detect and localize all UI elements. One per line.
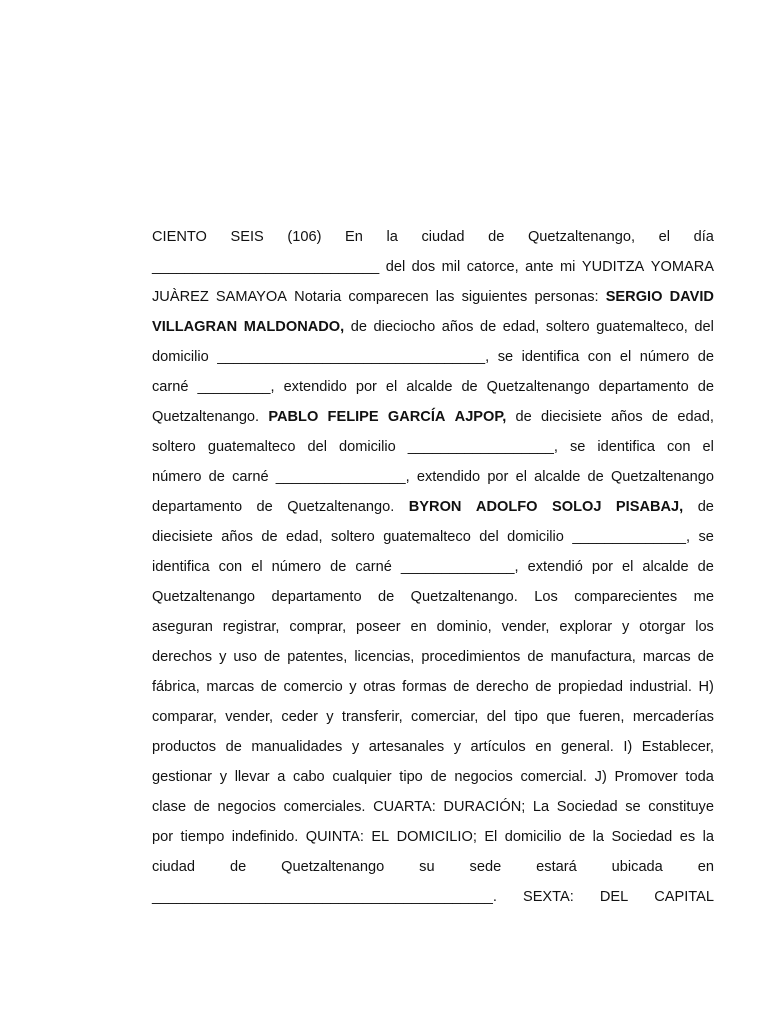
word: tipo: [514, 709, 539, 725]
word: El: [484, 829, 498, 845]
word: otorgar: [639, 619, 686, 635]
word: (106): [287, 229, 322, 245]
word: Sociedad: [611, 829, 673, 845]
document-line: [152, 282, 714, 312]
word: de: [229, 859, 247, 875]
word: DURACIÓN;: [443, 799, 526, 815]
word: de: [527, 649, 544, 665]
word: soltero: [545, 319, 590, 335]
word: con: [667, 439, 691, 455]
word: su: [419, 859, 435, 875]
word: carné: [232, 469, 269, 485]
word: mercaderías: [632, 709, 714, 725]
word: cualquier: [332, 769, 392, 785]
word: número: [639, 349, 690, 365]
word: tipo: [399, 769, 423, 785]
word: propiedad: [558, 679, 623, 695]
word: YOMARA: [650, 259, 714, 275]
word: años: [221, 529, 253, 545]
word: constituye: [648, 799, 714, 815]
word: el: [515, 469, 527, 485]
word: departamento: [152, 499, 243, 515]
word: de: [697, 379, 714, 395]
word: poseer: [356, 619, 401, 635]
word: tiempo: [180, 829, 225, 845]
word: del: [486, 709, 507, 725]
word: marcas: [206, 679, 255, 695]
word: fueren,: [579, 709, 625, 725]
word: de: [697, 649, 714, 665]
word: artesanales: [368, 739, 445, 755]
word: la: [386, 229, 398, 245]
word: de: [430, 769, 447, 785]
word: industrial.: [629, 679, 692, 695]
word: que: [546, 709, 571, 725]
word: patentes,: [287, 649, 348, 665]
word: ____________________________: [152, 259, 380, 275]
word: __________________________________________.: [152, 889, 497, 905]
word: carné: [355, 559, 392, 575]
word: en: [697, 859, 714, 875]
word: el: [251, 559, 263, 575]
bold-word: AJPOP,: [454, 409, 507, 425]
word: Quetzaltenango: [281, 859, 385, 875]
word: del: [479, 529, 499, 545]
word: ante: [525, 259, 554, 275]
word: domicilio: [338, 439, 396, 455]
document-line: [152, 372, 714, 402]
word: JUÀREZ: [152, 289, 209, 305]
word: y: [219, 649, 227, 665]
word: por: [355, 379, 377, 395]
word: y: [453, 739, 461, 755]
document-line: [152, 342, 714, 372]
document-line: [152, 882, 714, 912]
word: de: [260, 679, 277, 695]
document-line: [152, 252, 714, 282]
word: comparecen: [348, 289, 429, 305]
word: guatemalteco: [383, 529, 471, 545]
word: por: [152, 829, 174, 845]
word: comprar,: [289, 619, 347, 635]
word: En: [345, 229, 363, 245]
word: comparecientes: [574, 589, 678, 605]
word: ciudad: [152, 859, 196, 875]
word: EL: [371, 829, 390, 845]
document-line: [152, 432, 714, 462]
word: domicilio: [504, 829, 562, 845]
word: identifica: [152, 559, 210, 575]
word: dominio,: [436, 619, 492, 635]
word: derecho: [475, 679, 529, 695]
word: Quetzaltenango.: [152, 409, 260, 425]
word: y: [326, 709, 334, 725]
word: por: [591, 559, 613, 575]
word: alcalde: [642, 559, 689, 575]
word: Establecer,: [641, 739, 714, 755]
word: de: [330, 559, 347, 575]
word: formas: [402, 679, 447, 695]
bold-word: GARCÍA: [387, 409, 446, 425]
word: departamento: [271, 589, 362, 605]
word: negocios: [454, 769, 513, 785]
word: de: [697, 349, 714, 365]
word: alcalde: [406, 379, 453, 395]
word: J): [594, 769, 607, 785]
word: la: [592, 829, 604, 845]
word: transferir,: [341, 709, 403, 725]
word: se: [625, 799, 641, 815]
word: clase: [152, 799, 187, 815]
word: del: [694, 319, 714, 335]
word: de: [651, 409, 669, 425]
word: siguientes: [461, 289, 528, 305]
document-line: [152, 732, 714, 762]
word: negocios: [217, 799, 276, 815]
word: se: [497, 349, 514, 365]
word: DOMICILIO;: [396, 829, 477, 845]
document-line: [152, 672, 714, 702]
word: mi: [559, 259, 576, 275]
word: el: [658, 229, 671, 245]
bold-word: PABLO: [268, 409, 319, 425]
word: de: [193, 799, 210, 815]
word: La: [532, 799, 550, 815]
word: llevar: [234, 769, 270, 785]
document-line: [152, 822, 714, 852]
word: H): [698, 679, 714, 695]
word: dos: [411, 259, 436, 275]
word: de: [256, 499, 273, 515]
word: manualidades: [251, 739, 343, 755]
word: de: [378, 589, 395, 605]
word: de: [697, 499, 714, 515]
word: el: [702, 439, 714, 455]
word: la: [702, 829, 714, 845]
word: YUDITZA: [581, 259, 645, 275]
word: edad,: [286, 529, 323, 545]
word: a: [277, 769, 286, 785]
word: años: [611, 409, 643, 425]
bold-word: BYRON: [408, 499, 462, 515]
word: de: [697, 559, 714, 575]
word: número: [152, 469, 202, 485]
word: sede: [469, 859, 502, 875]
word: explorar: [559, 619, 613, 635]
word: comerciales.: [283, 799, 366, 815]
word: de: [568, 829, 586, 845]
word: manufactura,: [550, 649, 636, 665]
document-line: [152, 552, 714, 582]
word: Quetzaltenango: [610, 469, 714, 485]
word: ________________,: [275, 469, 410, 485]
word: las: [435, 289, 455, 305]
word: toda: [685, 769, 714, 785]
word: Quetzaltenango,: [527, 229, 636, 245]
word: extendió: [527, 559, 583, 575]
word: registrar,: [222, 619, 280, 635]
word: del: [307, 439, 327, 455]
word: SAMAYOA: [215, 289, 288, 305]
word: estará: [536, 859, 577, 875]
document-line: [152, 702, 714, 732]
document-line: [152, 492, 714, 522]
word: __________________,: [407, 439, 558, 455]
word: años: [441, 319, 474, 335]
word: SEXTA:: [522, 889, 574, 905]
word: y: [621, 619, 630, 635]
word: con: [218, 559, 243, 575]
word: en: [535, 739, 552, 755]
word: extendido: [416, 469, 481, 485]
document-line: [152, 462, 714, 492]
word: comercial.: [520, 769, 587, 785]
word: derechos: [152, 649, 213, 665]
word: Los: [534, 589, 558, 605]
bold-word: FELIPE: [327, 409, 379, 425]
word: y: [351, 739, 360, 755]
word: con: [587, 349, 612, 365]
word: cabo: [293, 769, 325, 785]
word: CIENTO: [152, 229, 207, 245]
word: de: [208, 469, 225, 485]
word: Sociedad: [556, 799, 618, 815]
word: de: [453, 679, 470, 695]
bold-word: SERGIO: [605, 289, 663, 305]
word: fábrica,: [152, 679, 200, 695]
word: comercio: [283, 679, 343, 695]
word: se: [569, 439, 586, 455]
word: vender,: [225, 709, 274, 725]
word: soltero: [152, 439, 196, 455]
word: ubicada: [611, 859, 663, 875]
word: QUINTA:: [305, 829, 364, 845]
word: _________,: [197, 379, 275, 395]
bold-word: DAVID: [669, 289, 714, 305]
bold-word: PISABAJ,: [615, 499, 684, 515]
word: _________________________________,: [217, 349, 490, 365]
word: me: [693, 589, 714, 605]
word: de: [479, 319, 497, 335]
word: gestionar: [152, 769, 213, 785]
word: día: [693, 229, 714, 245]
word: Notaria: [294, 289, 342, 305]
word: identifica: [521, 349, 580, 365]
word: personas:: [534, 289, 599, 305]
word: catorce,: [466, 259, 519, 275]
word: de: [461, 379, 478, 395]
document-line: [152, 792, 714, 822]
word: y: [349, 679, 357, 695]
document-line: [152, 402, 714, 432]
word: en: [410, 619, 427, 635]
document-body: [152, 222, 714, 912]
word: productos: [152, 739, 217, 755]
document-line: [152, 222, 714, 252]
word: el: [621, 559, 634, 575]
word: de: [261, 529, 278, 545]
word: ciudad: [421, 229, 465, 245]
word: edad,: [502, 319, 540, 335]
word: de: [515, 409, 532, 425]
word: DEL: [599, 889, 629, 905]
word: indefinido.: [231, 829, 299, 845]
word: se: [698, 529, 714, 545]
word: guatemalteco: [207, 439, 296, 455]
word: del: [385, 259, 406, 275]
bold-word: SOLOJ: [552, 499, 602, 515]
word: I): [623, 739, 633, 755]
word: de: [263, 649, 281, 665]
word: general.: [561, 739, 614, 755]
word: aseguran: [152, 619, 213, 635]
word: de: [535, 679, 552, 695]
word: domicilio: [507, 529, 564, 545]
word: alcalde: [534, 469, 581, 485]
word: y: [219, 769, 228, 785]
word: domicilio: [152, 349, 209, 365]
word: ceder: [281, 709, 318, 725]
bold-word: MALDONADO,: [243, 319, 345, 335]
word: de: [488, 229, 505, 245]
document-line: [152, 522, 714, 552]
word: Quetzaltenango: [486, 379, 590, 395]
word: de: [225, 739, 242, 755]
word: marcas: [642, 649, 691, 665]
word: carné: [152, 379, 189, 395]
word: identifica: [597, 439, 655, 455]
word: ______________,: [400, 559, 519, 575]
word: el: [385, 379, 398, 395]
word: Promover: [614, 769, 678, 785]
word: mil: [441, 259, 461, 275]
word: comerciar,: [411, 709, 479, 725]
word: procedimientos: [421, 649, 521, 665]
document-line: [152, 762, 714, 792]
word: Quetzaltenango.: [410, 589, 518, 605]
word: CAPITAL: [654, 889, 714, 905]
word: de: [350, 319, 367, 335]
word: uso: [233, 649, 257, 665]
word: SEIS: [230, 229, 264, 245]
word: soltero: [330, 529, 375, 545]
word: de: [587, 469, 604, 485]
word: diecisiete: [540, 409, 602, 425]
word: ______________,: [572, 529, 691, 545]
word: vender,: [501, 619, 550, 635]
word: departamento: [598, 379, 689, 395]
word: extendido: [283, 379, 347, 395]
word: otras: [363, 679, 396, 695]
word: diecisiete: [152, 529, 213, 545]
document-line: [152, 852, 714, 882]
document-line: [152, 582, 714, 612]
word: Quetzaltenango.: [287, 499, 395, 515]
word: dieciocho: [373, 319, 436, 335]
word: los: [695, 619, 714, 635]
word: guatemalteco,: [596, 319, 688, 335]
word: artículos: [470, 739, 526, 755]
document-line: [152, 312, 714, 342]
bold-word: VILLAGRAN: [152, 319, 238, 335]
word: el: [619, 349, 632, 365]
word: es: [679, 829, 696, 845]
word: edad,: [677, 409, 714, 425]
bold-word: ADOLFO: [475, 499, 538, 515]
word: número: [271, 559, 322, 575]
word: por: [487, 469, 509, 485]
word: comparar,: [152, 709, 217, 725]
word: CUARTA:: [373, 799, 436, 815]
document-line: [152, 642, 714, 672]
document-line: [152, 612, 714, 642]
word: Quetzaltenango: [152, 589, 256, 605]
word: licencias,: [354, 649, 415, 665]
